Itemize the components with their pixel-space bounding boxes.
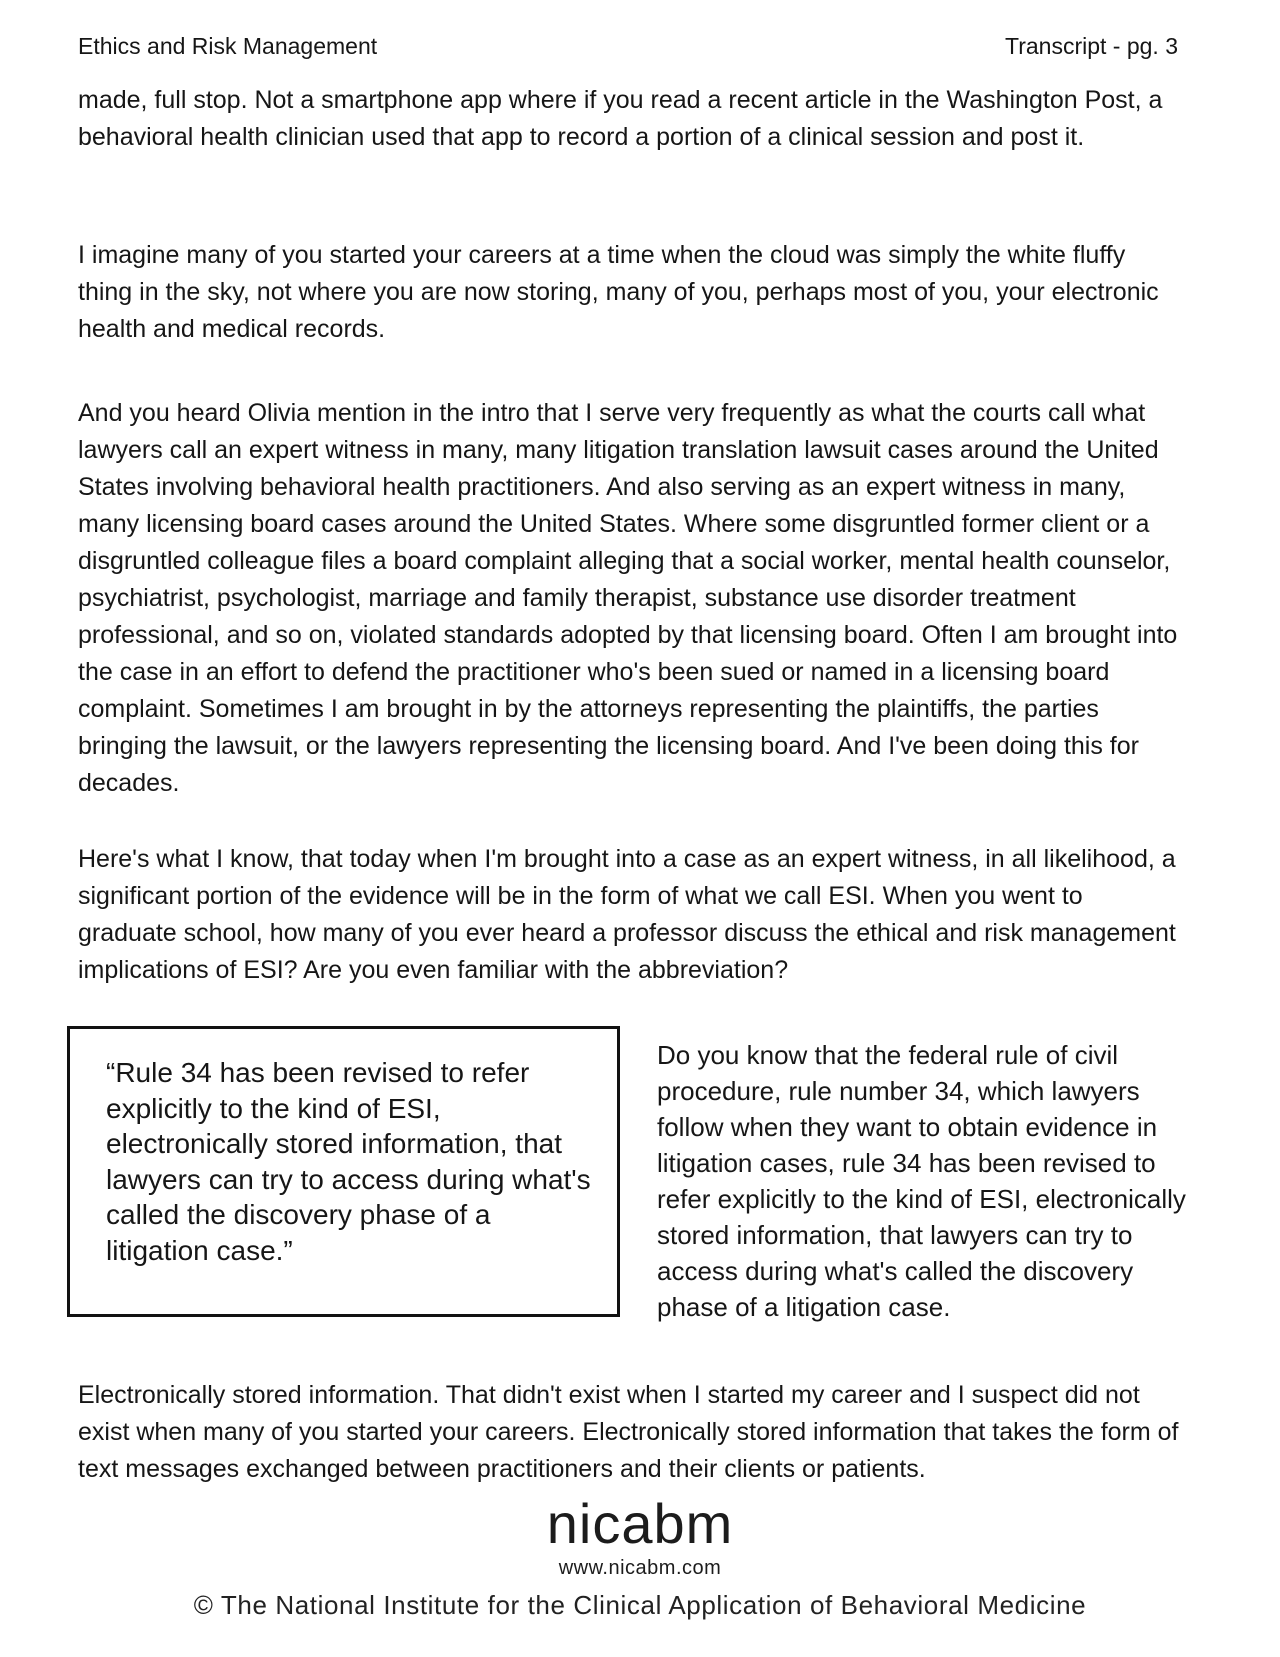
pull-quote-text: “Rule 34 has been revised to refer explicitly to the kind of ESI, electronically stored information, that lawyers can try to access during what's called the discovery phase of a litigation case.” [106,1057,591,1266]
copyright-notice: © The National Institute for the Clinical Application of Behavioral Medicine [193,1590,1087,1620]
paragraph-2: I imagine many of you started your careers at a time when the cloud was simply the white fluffy thing in the sky, not where you are now storing, many of you, perhaps most of you, your electronic health and medical records. [78,241,1159,343]
pull-quote-box [67,1026,620,1317]
nicabm-logo: nicabm [546,1492,734,1555]
side-paragraph: Do you know that the federal rule of civil procedure, rule number 34, which lawyers follow when they want to obtain evidence in litigation cases, rule 34 has been revised to refer explicitly to the kind of ESI, electronically stored information, that lawyers can try to access during what's called the discovery phase of a litigation case. [657,1040,1186,1322]
paragraph-3: And you heard Olivia mention in the intro that I serve very frequently as what the courts call what lawyers call an expert witness in many, many litigation translation lawsuit cases around the United States involving behavioral health practitioners. And also serving as an expert witness in many, many licensing board cases around the United States. Where some disgruntled former client or a disgruntled colleague files a board complaint alleging that a social worker, mental health counselor, psychiatrist, psychologist, marriage and family therapist, substance use disorder treatment professional, and so on, violated standards adopted by that licensing board. Often I am brought into the case in an effort to defend the practitioner who's been sued or named in a licensing board complaint. Sometimes I am brought in by the attorneys representing the plaintiffs, the parties bringing the lawsuit, or the lawyers representing the licensing board. And I've been doing this for decades. [78,399,1178,797]
website-url: www.nicabm.com [558,1557,722,1579]
paragraph-1: made, full stop. Not a smartphone app where if you read a recent article in the Washington Post, a behavioral health clinician used that app to record a portion of a clinical session and post it. [78,86,1163,151]
paragraph-4: Here's what I know, that today when I'm brought into a case as an expert witness, in all likelihood, a significant portion of the evidence will be in the form of what we call ESI. When you went to graduate school, how many of you ever heard a professor discuss the ethical and risk management implications of ESI? Are you even familiar with the abbreviation? [78,845,1176,984]
page-number: Transcript - pg. 3 [1005,33,1178,59]
document-title: Ethics and Risk Management [78,33,378,59]
closing-paragraph: Electronically stored information. That didn't exist when I started my career and I suspect did not exist when many of you started your careers. Electronically stored information that takes the form of text messages exchanged between practitioners and their clients or patients. [78,1381,1179,1483]
